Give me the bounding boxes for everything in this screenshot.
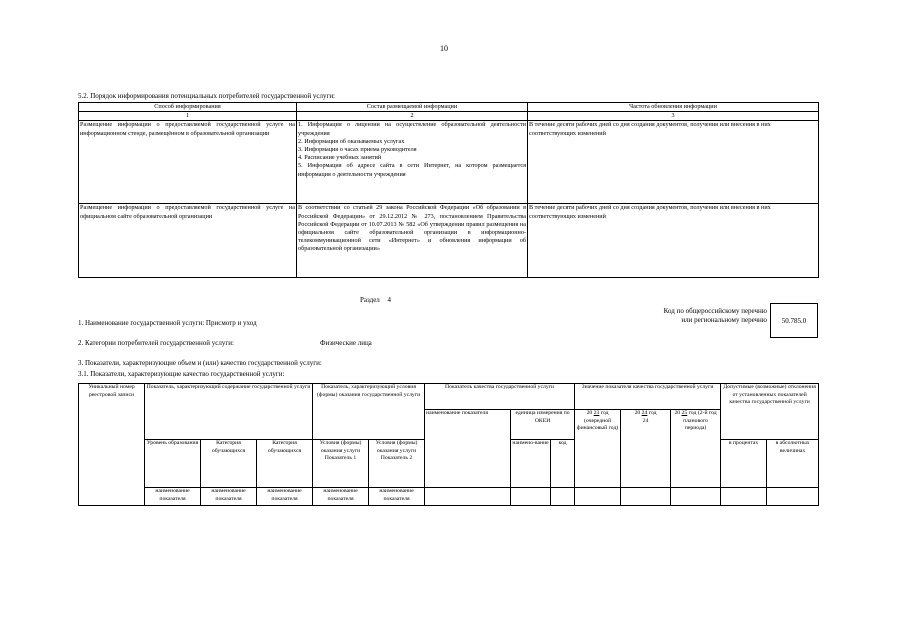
year-prefix: 20 <box>634 410 641 416</box>
quality-table <box>78 383 819 506</box>
year-prefix: 20 <box>586 410 593 416</box>
informing-header-row <box>79 103 819 112</box>
quality-indicator-header: Показатель качества государственной услуги <box>425 384 575 410</box>
content-cell <box>297 121 528 204</box>
section-title: 5.2. Порядок информирования потенциальных потребителей государственной услуги: <box>78 92 336 100</box>
empty-cell <box>551 488 575 506</box>
year-suffix: год <box>648 410 657 416</box>
method-cell: Размещение информации о предоставляемой государственной услуге на информационном стенде, размещённом в образовательной организации <box>79 121 297 204</box>
table-row <box>79 204 819 278</box>
empty-cell <box>767 488 819 506</box>
content-cell: В соответствии со статьей 29 закона Российской Федерации «Об образовании в Российской Федерации» от 29.12.2012 № 273, постановлением Правительства Российской Федерации от 10.07.2013 № 582 «Об утверждении правил размещения на официальном сайте образовательной организации в информационно-телекоммуникационной сети «Интернет» и обновления информации об образовательной организации» <box>297 204 528 278</box>
empty-cell <box>511 488 551 506</box>
empty-cell <box>721 488 767 506</box>
year3-header <box>671 410 721 488</box>
indicator-name-cell: наименование показателя <box>369 488 425 506</box>
year-prefix: 20 <box>674 410 681 416</box>
razdel-heading: Раздел 4 <box>360 296 392 304</box>
unit-name-header: наимено-вание <box>511 440 551 488</box>
deviation-absolute-header: в абсолютных величинах <box>767 440 819 488</box>
year-value: 24 <box>641 410 648 416</box>
year-suffix: год (2-й год планового периода) <box>683 410 717 431</box>
frequency-cell: В течение десяти рабочих дней со дня создания документов, получения или внесения в них соответствующих изменений <box>528 121 819 204</box>
empty-cell <box>575 488 621 506</box>
header-frequency: Частота обновления информации <box>528 103 819 112</box>
content-line: 3. Информация о часах приема руководителя <box>298 146 417 154</box>
year-value-second: 24 <box>642 417 649 424</box>
indicator-name-cell: наименование показателя <box>145 488 201 506</box>
condition-indicator-header: Показатель, характеризующий условия (формы) оказания государственной услуги <box>313 384 425 440</box>
year1-header <box>575 410 621 488</box>
year-value: 25 <box>681 410 688 416</box>
informing-num-row <box>79 112 819 121</box>
condition-header: Условия (формы) оказания услуги Показатель 1 <box>313 440 369 488</box>
deviation-percent-header: в процентах <box>721 440 767 488</box>
content-line: 1. Информация о лицензии на осуществление образовательной деятельности учреждения <box>298 121 526 137</box>
deviation-header: Допустимые (возможные) отклонения от установленных показателей качества государственной услуги <box>721 384 819 440</box>
category-header: Категория обучающихся <box>257 440 313 488</box>
table-row <box>79 121 819 204</box>
quality-value-header: Значение показателя качества государственной услуги <box>575 384 721 410</box>
empty-cell <box>621 488 671 506</box>
unit-header: единица измерения по ОКЕИ <box>511 410 575 440</box>
method-cell: Размещение информации о предоставляемой государственной услуге на официальном сайте образовательной организации <box>79 204 297 278</box>
empty-cell <box>425 488 511 506</box>
okved-code: 50.785.0 <box>770 303 818 338</box>
indicator-name-cell: наименование показателя <box>313 488 369 506</box>
consumer-category-value: Физические лица <box>320 339 372 347</box>
year-suffix: год (очередной финансовый год) <box>576 410 619 431</box>
informing-table <box>78 102 819 278</box>
year-value: 23 <box>593 410 600 416</box>
reg-number-header: Уникальный номер реестровой записи <box>79 384 145 506</box>
col-num: 1 <box>79 112 297 121</box>
table-row <box>79 488 819 506</box>
indicator-name-cell: наименование показателя <box>257 488 313 506</box>
content-line: 2. Информация об оказываемых услугах <box>298 137 405 145</box>
content-line: 4. Расписание учебных занятий <box>298 154 382 162</box>
table-row <box>79 384 819 410</box>
unit-code-header: код <box>551 440 575 488</box>
consumer-category-label: 2. Категории потребителей государственной услуги: <box>78 339 234 347</box>
indicator-name-cell: наименование показателя <box>201 488 257 506</box>
frequency-cell: В течение десяти рабочих дней со дня создания документов, получения или внесения в них соответствующих изменений <box>528 204 819 278</box>
empty-cell <box>671 488 721 506</box>
page-number: 10 <box>440 44 448 53</box>
indicator-name-header: наименование показателя <box>425 410 511 488</box>
content-line: 5. Информация об адресе сайта в сети Интернет, на котором размещается информация о деятельности учреждения <box>298 162 526 178</box>
col-num: 3 <box>528 112 819 121</box>
category-header: Категория обучающихся <box>201 440 257 488</box>
level-header: Уровень образования <box>145 440 201 488</box>
year2-header <box>621 410 671 488</box>
indicators-heading: 3. Показатели, характеризующие объем и (или) качество государственной услуги: <box>78 359 322 367</box>
okved-label: Код по общероссийскому перечню или региональному перечню <box>663 307 767 324</box>
col-num: 2 <box>297 112 528 121</box>
content-indicator-header: Показатель, характеризующий содержание государственной услуги <box>145 384 313 440</box>
service-name: 1. Наименование государственной услуги: Присмотр и уход <box>78 319 257 327</box>
quality-indicators-heading: 3.1. Показатели, характеризующие качество государственной услуги: <box>78 370 285 378</box>
header-content: Состав размещаемой информации <box>297 103 528 112</box>
header-method: Способ информирования <box>79 103 297 112</box>
condition-header: Условия (формы) оказания услуги Показатель 2 <box>369 440 425 488</box>
